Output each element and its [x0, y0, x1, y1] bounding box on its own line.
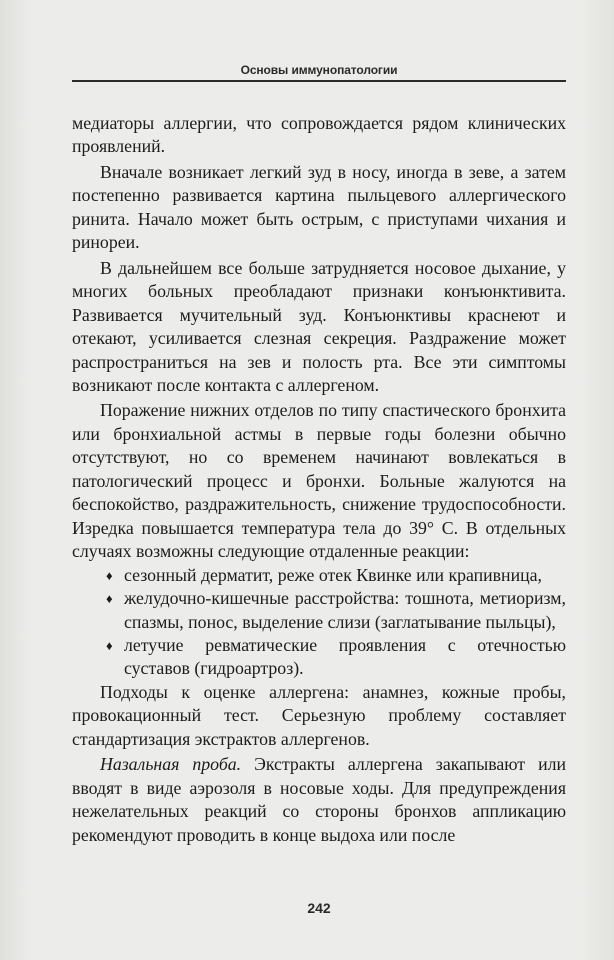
- paragraph-2: Вначале возникает легкий зуд в носу, иногда в зеве, а затем постепенно развивается картина пыльцевого аллергического ринита. Начало может быть острым, с приступами чихания и ринореи.: [72, 161, 566, 253]
- paragraph-1: медиаторы аллергии, что сопровождается рядом клинических проявлений.: [72, 113, 566, 157]
- list-item: [72, 634, 566, 681]
- paragraph-5: Подходы к оценке аллергена: анамнез, кожные пробы, провокационный тест. Серьезную проблему составляет стандартизация экстрактов аллергенов.: [72, 681, 566, 749]
- diamond-bullet-icon: ♦: [106, 591, 113, 607]
- diamond-bullet-icon: ♦: [106, 567, 113, 583]
- page-number: 242: [307, 900, 331, 916]
- paragraph-6: [72, 753, 566, 847]
- body-text: [72, 112, 566, 847]
- list-item: [72, 564, 566, 587]
- reactions-list: [72, 564, 566, 681]
- paragraph-4: Поражение нижних отделов по типу спастического бронхита или бронхиальной астмы в первые годы болезни обычно отсутствуют, но со временем начинают вовлекаться в патологический процесс и бронхи. Больные жалуются на беспокойство, раздражительность, снижение трудоспособности. Изредка повышается температура тела до 39° С. В отдельных случаях возможны следующие отдаленные реакции:: [72, 400, 566, 562]
- list-item-text: летучие ревматические проявления с отечностью суставов (гидроартроз).: [124, 634, 566, 679]
- running-head: Основы иммунопатологии: [240, 63, 398, 77]
- header-rule: [72, 80, 566, 82]
- nasal-test-text: Экстракты аллергена закапывают или вводят в виде аэрозоля в носовые ходы. Для предупреждения нежелательных реакций со стороны бронхов аппликацию рекомендуют проводить в конце выдоха или после: [72, 754, 566, 845]
- diamond-bullet-icon: ♦: [106, 637, 113, 653]
- nasal-test-heading: Назальная проба.: [100, 754, 242, 775]
- paragraph-3: В дальнейшем все больше затрудняется носовое дыхание, у многих больных преобладают признаки конъюнктивита. Развивается мучительный зуд. Конъюнктивы краснеют и отекают, усиливается слезная секреция. Раздражение может распространиться на зев и полость рта. Все эти симптомы возникают после контакта с аллергеном.: [72, 257, 566, 395]
- list-item-text: сезонный дерматит, реже отек Квинке или крапивница,: [124, 564, 542, 585]
- list-item-text: желудочно-кишечные расстройства: тошнота, метиоризм, спазмы, понос, выделение слизи (заглатывание пыльцы),: [124, 588, 566, 632]
- list-item: [72, 587, 566, 634]
